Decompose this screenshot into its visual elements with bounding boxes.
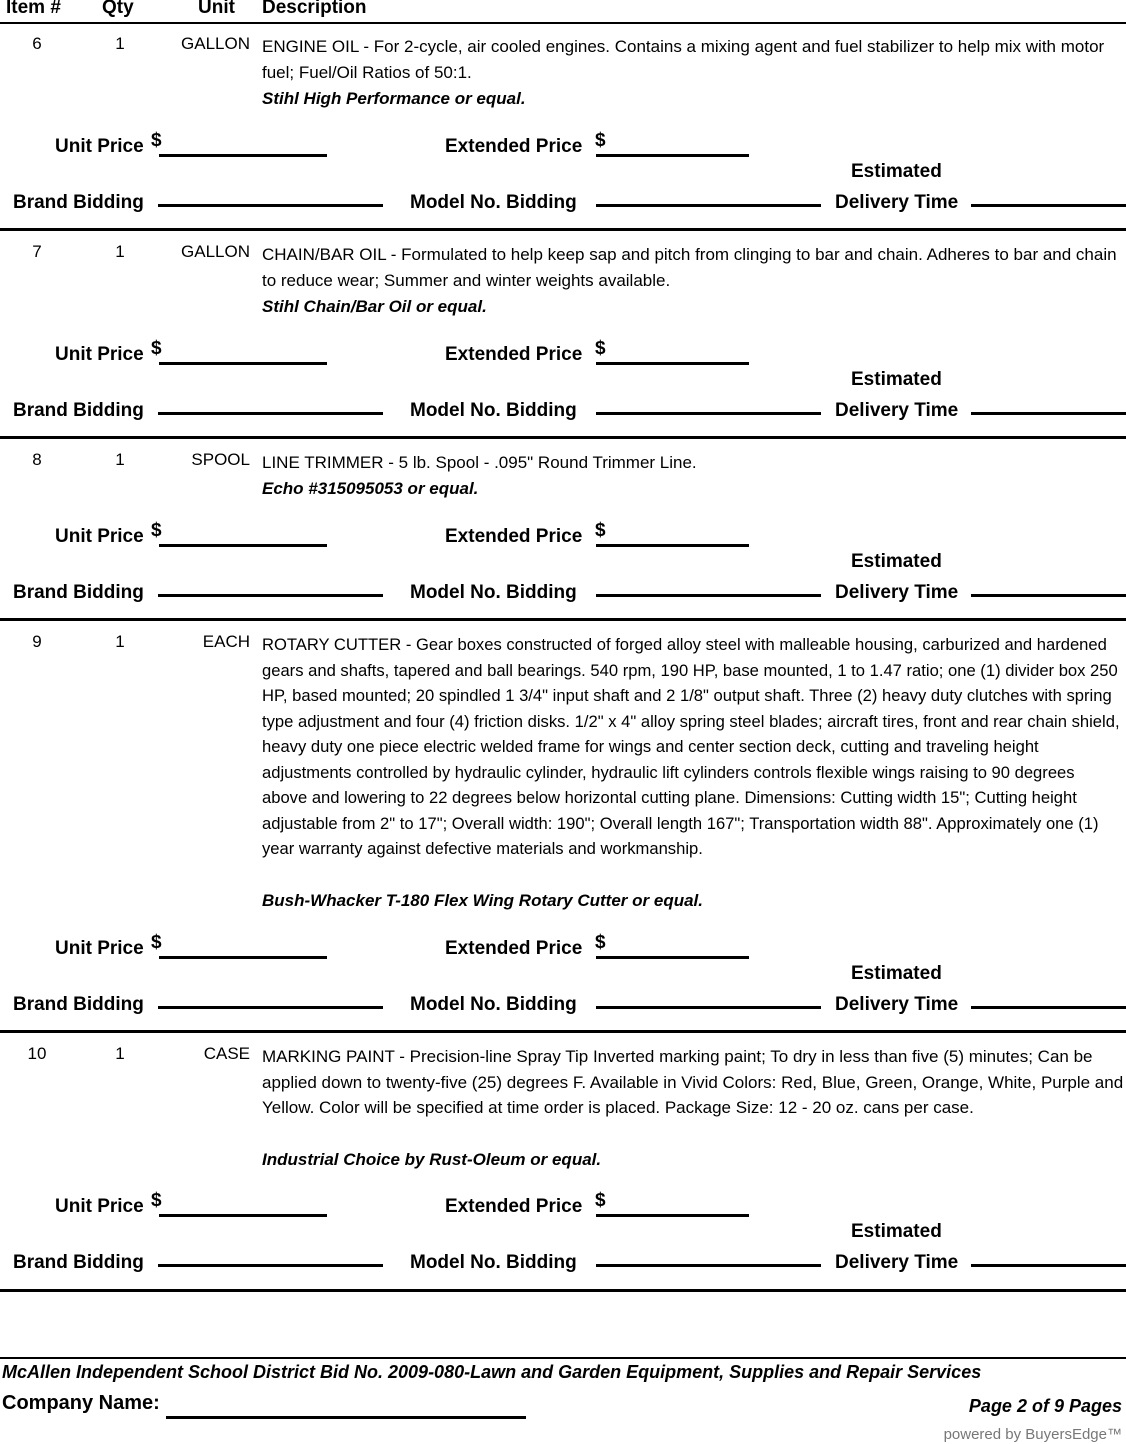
item-divider xyxy=(0,228,1126,231)
model-bidding-field[interactable] xyxy=(596,412,821,415)
extended-price-dollar: $ xyxy=(595,1190,606,1211)
brand-bidding-label: Brand Bidding xyxy=(13,192,144,213)
item-unit: SPOOL xyxy=(191,450,250,469)
model-bidding-field[interactable] xyxy=(596,1264,821,1267)
item-divider xyxy=(0,618,1126,621)
delivery-time-label: Delivery Time xyxy=(835,994,959,1015)
brand-bidding-label: Brand Bidding xyxy=(13,1252,144,1273)
brand-bidding-field[interactable] xyxy=(158,594,383,597)
extended-price-dollar: $ xyxy=(595,130,606,151)
company-name-field[interactable] xyxy=(166,1416,526,1419)
delivery-time-field[interactable] xyxy=(971,1006,1126,1009)
brand-bidding-label: Brand Bidding xyxy=(13,994,144,1015)
item-number: 10 xyxy=(27,1044,47,1063)
item-unit: GALLON xyxy=(181,34,250,53)
delivery-time-label: Delivery Time xyxy=(835,192,959,213)
delivery-time-field[interactable] xyxy=(971,412,1126,415)
item-divider xyxy=(0,1030,1126,1033)
item-brand: Stihl High Performance or equal. xyxy=(262,89,526,108)
unit-price-dollar: $ xyxy=(151,1190,162,1211)
item-qty: 1 xyxy=(115,242,125,261)
delivery-time-label: Delivery Time xyxy=(835,400,959,421)
brand-bidding-field[interactable] xyxy=(158,1264,383,1267)
unit-price-label: Unit Price xyxy=(55,136,144,157)
model-bidding-label: Model No. Bidding xyxy=(410,582,577,603)
extended-price-label: Extended Price xyxy=(445,136,583,157)
item-description: MARKING PAINT - Precision-line Spray Tip Inverted marking paint; To dry in less than five (5) minutes; Can be applied down to twenty-five (25) degrees F. Available in Vivid Colors: Red, Blue, Green, Orange, White, Purple and Yellow. Color will be specified at time order is placed. Package Size: 12 - 20 oz. cans per case. xyxy=(262,1047,1124,1117)
extended-price-field[interactable] xyxy=(596,362,749,365)
item-description: CHAIN/BAR OIL - Formulated to help keep sap and pitch from clinging to bar and chain. Adheres to bar and chain to reduce wear; Summer and winter weights available. xyxy=(262,245,1117,290)
item-qty: 1 xyxy=(115,1044,125,1063)
footer-title: McAllen Independent School District Bid No. 2009-080-Lawn and Garden Equipment, Supplies and Repair Services xyxy=(2,1362,982,1382)
header-description: Description xyxy=(262,0,367,18)
unit-price-field[interactable] xyxy=(159,154,327,157)
unit-price-label: Unit Price xyxy=(55,1196,144,1217)
item-unit: EACH xyxy=(202,632,250,651)
model-bidding-field[interactable] xyxy=(596,594,821,597)
unit-price-label: Unit Price xyxy=(55,344,144,365)
unit-price-field[interactable] xyxy=(159,544,327,547)
unit-price-field[interactable] xyxy=(159,362,327,365)
item-description: LINE TRIMMER - 5 lb. Spool - .095" Round Trimmer Line. xyxy=(262,453,697,472)
item-divider xyxy=(0,436,1126,439)
unit-price-dollar: $ xyxy=(151,932,162,953)
estimated-label: Estimated xyxy=(851,161,942,182)
model-bidding-label: Model No. Bidding xyxy=(410,994,577,1015)
unit-price-dollar: $ xyxy=(151,338,162,359)
model-bidding-label: Model No. Bidding xyxy=(410,192,577,213)
item-brand: Stihl Chain/Bar Oil or equal. xyxy=(262,297,487,316)
brand-bidding-label: Brand Bidding xyxy=(13,400,144,421)
extended-price-label: Extended Price xyxy=(445,344,583,365)
item-number: 8 xyxy=(32,450,42,469)
extended-price-label: Extended Price xyxy=(445,1196,583,1217)
extended-price-field[interactable] xyxy=(596,544,749,547)
item-description: ROTARY CUTTER - Gear boxes constructed of forged alloy steel with malleable housing, carburized and hardened gears and shafts, tapered and ball bearings. 540 rpm, 190 HP, base mounted, 1 to 1.47 ratio; one (1) divider box 250 HP, based mounted; 20 spindled 1 3/4" input shaft and 2 1/8" output shaft. Three (2) heavy duty clutches with spring type adjustment and four (4) friction disks. 1/2" x 4" alloy spring steel blades; aircraft tires, front and rear chain shield, heavy duty one piece electric welded frame for wings and center section deck, cutting and traveling height adjustments controlled by hydraulic cylinder, hydraulic lift cylinders controls flexible wings raising to 90 degrees above and lowering to 22 degrees below horizontal cutting plane. Dimensions: Cutting width 15"; Cutting height adjustable from 2" to 17"; Overall width: 190"; Overall length 167"; Transportation width 88". Approximately one (1) year warranty against defective materials and workmanship. xyxy=(262,635,1120,858)
estimated-label: Estimated xyxy=(851,1221,942,1242)
item-unit: CASE xyxy=(203,1044,250,1063)
unit-price-dollar: $ xyxy=(151,130,162,151)
item-qty: 1 xyxy=(115,632,125,651)
table-header xyxy=(0,0,1126,24)
estimated-label: Estimated xyxy=(851,551,942,572)
header-item: Item # xyxy=(6,0,61,18)
brand-bidding-label: Brand Bidding xyxy=(13,582,144,603)
unit-price-label: Unit Price xyxy=(55,526,144,547)
powered-by: powered by BuyersEdge™ xyxy=(943,1426,1122,1443)
item-number: 6 xyxy=(32,34,42,53)
delivery-time-label: Delivery Time xyxy=(835,1252,959,1273)
page-indicator: Page 2 of 9 Pages xyxy=(968,1396,1122,1416)
company-name-label: Company Name: xyxy=(2,1392,160,1414)
item-qty: 1 xyxy=(115,450,125,469)
item-divider xyxy=(0,1289,1126,1292)
header-qty: Qty xyxy=(102,0,134,18)
delivery-time-field[interactable] xyxy=(971,594,1126,597)
delivery-time-label: Delivery Time xyxy=(835,582,959,603)
estimated-label: Estimated xyxy=(851,963,942,984)
item-number: 7 xyxy=(32,242,42,261)
extended-price-field[interactable] xyxy=(596,154,749,157)
item-brand: Echo #315095053 or equal. xyxy=(262,479,479,498)
unit-price-field[interactable] xyxy=(159,956,327,959)
extended-price-dollar: $ xyxy=(595,932,606,953)
model-bidding-label: Model No. Bidding xyxy=(410,400,577,421)
extended-price-dollar: $ xyxy=(595,338,606,359)
item-brand: Bush-Whacker T-180 Flex Wing Rotary Cutter or equal. xyxy=(262,891,703,910)
item-brand: Industrial Choice by Rust-Oleum or equal. xyxy=(262,1150,602,1169)
item-qty: 1 xyxy=(115,34,125,53)
brand-bidding-field[interactable] xyxy=(158,204,383,207)
item-number: 9 xyxy=(32,632,42,651)
item-description: ENGINE OIL - For 2-cycle, air cooled engines. Contains a mixing agent and fuel stabilizer to help mix with motor fuel; Fuel/Oil Ratios of 50:1. xyxy=(262,37,1105,82)
header-unit: Unit xyxy=(198,0,235,18)
estimated-label: Estimated xyxy=(851,369,942,390)
brand-bidding-field[interactable] xyxy=(158,1006,383,1009)
model-bidding-field[interactable] xyxy=(596,204,821,207)
footer-divider xyxy=(0,1357,1126,1359)
extended-price-label: Extended Price xyxy=(445,526,583,547)
extended-price-field[interactable] xyxy=(596,956,749,959)
unit-price-label: Unit Price xyxy=(55,938,144,959)
brand-bidding-field[interactable] xyxy=(158,412,383,415)
model-bidding-field[interactable] xyxy=(596,1006,821,1009)
extended-price-label: Extended Price xyxy=(445,938,583,959)
extended-price-field[interactable] xyxy=(596,1214,749,1217)
unit-price-field[interactable] xyxy=(159,1214,327,1217)
delivery-time-field[interactable] xyxy=(971,204,1126,207)
delivery-time-field[interactable] xyxy=(971,1264,1126,1267)
unit-price-dollar: $ xyxy=(151,520,162,541)
extended-price-dollar: $ xyxy=(595,520,606,541)
item-unit: GALLON xyxy=(181,242,250,261)
model-bidding-label: Model No. Bidding xyxy=(410,1252,577,1273)
